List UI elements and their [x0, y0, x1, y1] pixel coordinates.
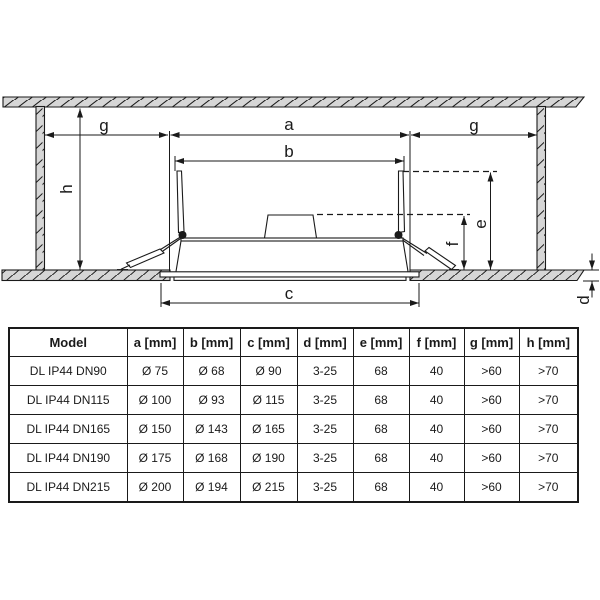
value-cell: >70 [519, 444, 578, 473]
value-cell: 68 [353, 386, 409, 415]
column-header: e [mm] [353, 328, 409, 357]
value-cell: Ø 200 [127, 473, 183, 503]
column-header: d [mm] [297, 328, 353, 357]
spring-left [117, 236, 182, 270]
reference-dashed-lines [317, 172, 497, 215]
spec-header-row [9, 328, 578, 357]
value-cell: 3-25 [297, 357, 353, 386]
spring-right [399, 236, 459, 270]
clip-pivot-left [179, 231, 187, 239]
value-cell: Ø 68 [183, 357, 240, 386]
dim-label-c: c [284, 284, 294, 303]
dim-label-b: b [284, 142, 294, 161]
value-cell: 3-25 [297, 415, 353, 444]
value-cell: 40 [409, 415, 464, 444]
model-cell: DL IP44 DN215 [9, 473, 127, 503]
value-cell: >60 [464, 415, 519, 444]
value-cell: 3-25 [297, 444, 353, 473]
value-cell: >60 [464, 357, 519, 386]
right-stud [537, 107, 546, 271]
value-cell: 68 [353, 473, 409, 503]
trim-lip [174, 277, 406, 280]
clip-blade-right [399, 171, 405, 233]
spec-table-body [9, 357, 578, 503]
clip-pivot-right [395, 231, 403, 239]
value-cell: 68 [353, 415, 409, 444]
clip-blade-left [177, 171, 184, 233]
value-cell: Ø 93 [183, 386, 240, 415]
model-cell: DL IP44 DN190 [9, 444, 127, 473]
body-top-plate [181, 238, 403, 241]
value-cell: Ø 194 [183, 473, 240, 503]
dim-label-d: d [574, 295, 593, 305]
value-cell: >70 [519, 357, 578, 386]
table-row [9, 415, 578, 444]
column-header: b [mm] [183, 328, 240, 357]
dim-label-f: f [443, 241, 462, 247]
dim-label-h: h [57, 184, 76, 194]
table-row [9, 386, 578, 415]
column-header: Model [9, 328, 127, 357]
model-cell: DL IP44 DN90 [9, 357, 127, 386]
value-cell: Ø 215 [240, 473, 297, 503]
dim-label-e: e [471, 219, 490, 229]
column-header: a [mm] [127, 328, 183, 357]
column-header: f [mm] [409, 328, 464, 357]
table-row [9, 473, 578, 503]
driver-box [265, 215, 317, 238]
dim-label-g-left: g [99, 116, 109, 135]
value-cell: Ø 115 [240, 386, 297, 415]
value-cell: >70 [519, 473, 578, 503]
plasterboard-left [2, 270, 170, 281]
value-cell: Ø 143 [183, 415, 240, 444]
value-cell: Ø 75 [127, 357, 183, 386]
column-header: h [mm] [519, 328, 578, 357]
column-header: c [mm] [240, 328, 297, 357]
value-cell: >70 [519, 415, 578, 444]
plasterboard-right [410, 270, 584, 281]
ceiling-slab [3, 97, 584, 107]
model-cell: DL IP44 DN115 [9, 386, 127, 415]
value-cell: Ø 175 [127, 444, 183, 473]
value-cell: Ø 165 [240, 415, 297, 444]
value-cell: Ø 100 [127, 386, 183, 415]
value-cell: >70 [519, 386, 578, 415]
table-row [9, 357, 578, 386]
dim-label-g-right: g [469, 116, 479, 135]
body-side-left [176, 241, 181, 272]
downlight-fixture [117, 171, 459, 280]
value-cell: Ø 150 [127, 415, 183, 444]
value-cell: 40 [409, 386, 464, 415]
spec-table [8, 327, 579, 503]
value-cell: 40 [409, 357, 464, 386]
trim-bezel [160, 272, 419, 277]
value-cell: 68 [353, 444, 409, 473]
body-side-right [403, 241, 408, 272]
value-cell: 40 [409, 444, 464, 473]
value-cell: >60 [464, 473, 519, 503]
column-header: g [mm] [464, 328, 519, 357]
value-cell: 68 [353, 357, 409, 386]
value-cell: 3-25 [297, 386, 353, 415]
table-row [9, 444, 578, 473]
model-cell: DL IP44 DN165 [9, 415, 127, 444]
value-cell: Ø 168 [183, 444, 240, 473]
left-stud [36, 107, 45, 271]
value-cell: >60 [464, 386, 519, 415]
value-cell: Ø 90 [240, 357, 297, 386]
value-cell: Ø 190 [240, 444, 297, 473]
dim-label-a: a [284, 115, 294, 134]
value-cell: 3-25 [297, 473, 353, 503]
value-cell: 40 [409, 473, 464, 503]
value-cell: >60 [464, 444, 519, 473]
